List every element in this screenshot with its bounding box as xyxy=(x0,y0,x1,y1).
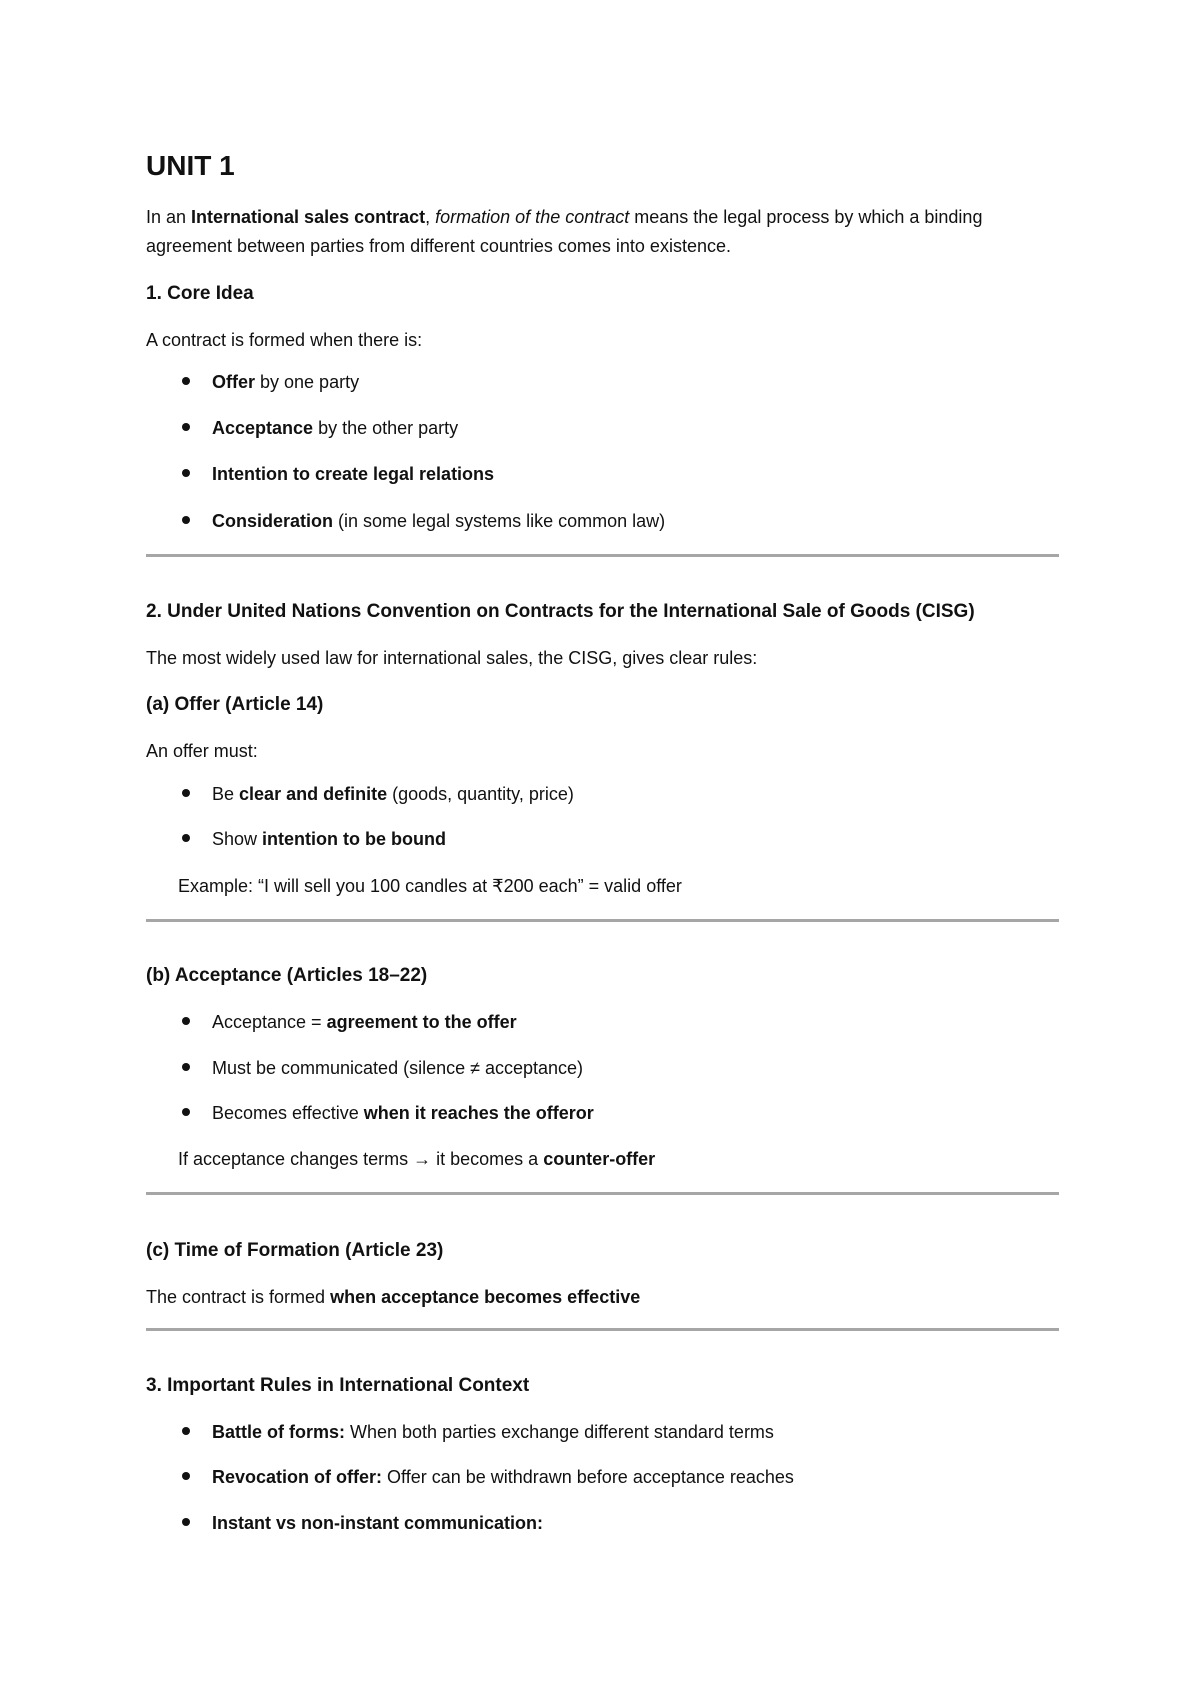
list-item-text: Acceptance = xyxy=(212,1012,327,1032)
list-item xyxy=(182,1513,543,1534)
subsection-a-lead: An offer must: xyxy=(146,741,258,761)
list-item xyxy=(182,464,494,485)
list-item-bold: Acceptance xyxy=(212,418,314,438)
bullet-icon xyxy=(182,1063,190,1071)
list-item xyxy=(182,1058,583,1079)
section-1-lead: A contract is formed when there is: xyxy=(146,330,423,350)
note-bold: counter-offer xyxy=(543,1149,656,1169)
bullet-icon xyxy=(182,1472,190,1480)
horizontal-divider xyxy=(146,919,1059,922)
list-item xyxy=(182,1012,517,1033)
page-title: UNIT 1 xyxy=(146,150,235,181)
list-item-text: Becomes effective xyxy=(212,1103,364,1123)
intro-text-1: In an xyxy=(146,207,192,227)
list-item-bold: Revocation of offer: xyxy=(212,1467,383,1487)
para-text: The contract is formed xyxy=(146,1287,331,1307)
horizontal-divider xyxy=(146,554,1059,557)
section-3-heading: 3. Important Rules in International Context xyxy=(146,1375,530,1396)
list-item-bold: intention to be bound xyxy=(262,829,446,849)
list-item xyxy=(182,418,458,439)
list-item-bold: Offer xyxy=(212,372,256,392)
list-item-text: (in some legal systems like common law) xyxy=(333,511,666,531)
list-item xyxy=(182,1467,794,1488)
intro-bold-term: International sales contract xyxy=(191,207,426,227)
bullet-icon xyxy=(182,1427,190,1435)
example-text: Example: “I will sell you 100 candles at ₹200 each” = valid offer xyxy=(178,876,682,896)
list-item-text: (goods, quantity, price) xyxy=(387,784,574,804)
list-item-text: Be xyxy=(212,784,240,804)
bullet-icon xyxy=(182,1518,190,1526)
list-item-bold: Battle of forms: xyxy=(212,1422,346,1442)
list-item xyxy=(182,784,574,805)
list-item xyxy=(182,511,665,532)
bullet-icon xyxy=(182,1108,190,1116)
list-item xyxy=(182,372,359,393)
list-item-text: by one party xyxy=(255,372,360,392)
subsection-c-text xyxy=(146,1283,1066,1312)
bullet-icon xyxy=(182,789,190,797)
list-item-text: by the other party xyxy=(313,418,459,438)
subsection-b-heading: (b) Acceptance (Articles 18–22) xyxy=(146,965,428,986)
bullet-icon xyxy=(182,423,190,431)
section-1-heading: 1. Core Idea xyxy=(146,283,254,304)
list-item-bold: clear and definite xyxy=(239,784,388,804)
intro-text-2: , xyxy=(425,207,436,227)
bullet-icon xyxy=(182,516,190,524)
note-text: If acceptance changes terms → it becomes a xyxy=(178,1149,544,1169)
para-bold: when acceptance becomes effective xyxy=(330,1287,641,1307)
list-item xyxy=(182,829,446,850)
intro-text-3: means the legal process by which a binding agreement between parties from different countries comes into existence. xyxy=(146,207,983,256)
list-item-text: When both parties exchange different standard terms xyxy=(345,1422,774,1442)
list-item-bold: when it reaches the offeror xyxy=(363,1103,594,1123)
list-item-bold: Instant vs non-instant communication: xyxy=(212,1513,544,1533)
bullet-icon xyxy=(182,1017,190,1025)
subsection-c-heading: (c) Time of Formation (Article 23) xyxy=(146,1240,444,1261)
intro-paragraph xyxy=(146,203,1066,261)
intro-italic-term: formation of the contract xyxy=(435,207,630,227)
list-item-bold: Intention to create legal relations xyxy=(212,464,495,484)
subsection-a-heading: (a) Offer (Article 14) xyxy=(146,694,324,715)
list-item xyxy=(182,1422,774,1443)
section-2-heading: 2. Under United Nations Convention on Contracts for the International Sale of Goods (CISG) xyxy=(146,601,975,622)
horizontal-divider xyxy=(146,1328,1059,1331)
horizontal-divider xyxy=(146,1192,1059,1195)
list-item-text: Must be communicated (silence ≠ acceptance) xyxy=(212,1058,584,1078)
bullet-icon xyxy=(182,469,190,477)
section-2-lead: The most widely used law for international sales, the CISG, gives clear rules: xyxy=(146,648,758,668)
list-item-text: Show xyxy=(212,829,263,849)
list-item-bold: agreement to the offer xyxy=(326,1012,517,1032)
list-item-bold: Consideration xyxy=(212,511,334,531)
bullet-icon xyxy=(182,834,190,842)
bullet-icon xyxy=(182,377,190,385)
list-item-text: Offer can be withdrawn before acceptance reaches xyxy=(382,1467,794,1487)
list-item xyxy=(182,1103,594,1124)
counter-offer-note xyxy=(178,1149,655,1170)
